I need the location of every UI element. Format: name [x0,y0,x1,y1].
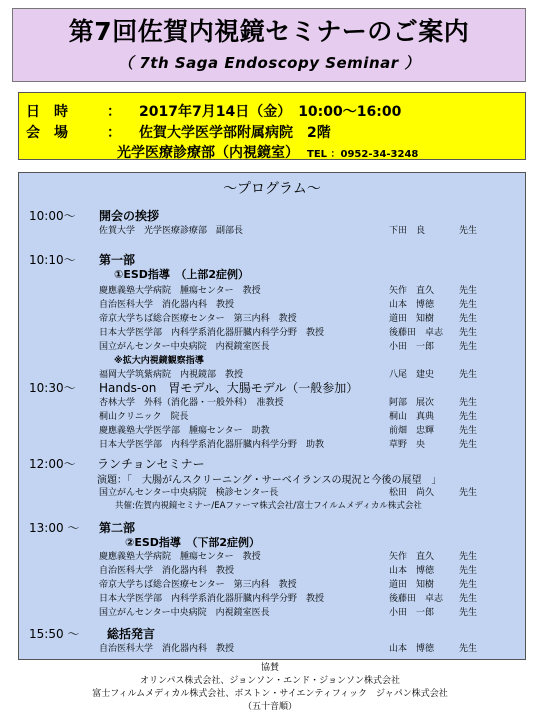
page-subtitle: （ 7th Saga Endoscopy Seminar ） [118,54,420,72]
speaker-row [19,311,525,325]
speaker-name: 前畑 忠輝 [389,426,435,436]
time-label: 10:00～ [29,209,76,223]
cohost-row [19,499,525,513]
honorific: 先生 [459,328,478,338]
honorific: 先生 [459,314,478,324]
affiliation: 慶應義塾大学病院 腫瘍センター 教授 [99,552,261,562]
section-title: 第一部 [99,253,136,267]
magnifying-note: ※拡大内視鏡観察指導 [114,356,204,366]
sponsor-heading: 協賛 [260,663,279,673]
honorific: 先生 [459,440,478,450]
honorific: 先生 [459,488,478,498]
speaker-name: 山本 博徳 [389,644,435,654]
honorific: 先生 [459,644,478,654]
cohost-text: 共催:佐賀内視鏡セミナー/EAファーマ株式会社/富士フイルムメディカル株式会社 [115,501,422,511]
speaker-row [19,549,525,563]
section-subtitle: ②ESD指導 （下部2症例） [125,536,261,549]
honorific: 先生 [459,580,478,590]
time-label: 15:50 ～ [29,627,80,641]
date-label: 日 時 [26,104,68,120]
speaker-row [19,339,525,353]
section-title: 第二部 [99,521,136,535]
speaker-name: 阿部 展次 [389,398,435,408]
date-colon: ： [107,104,121,120]
venue-value-2: 光学医療診療部（内視鏡室） [117,145,299,161]
sponsor-block [0,662,540,714]
speaker-row [19,283,525,297]
section-title: 開会の挨拶 [99,209,160,223]
venue-value-1: 佐賀大学医学部附属病院 2階 [139,125,331,141]
speaker-row [19,577,525,591]
honorific: 先生 [459,398,478,408]
speaker-row [19,641,525,655]
speaker-row [19,485,525,499]
date-value: 2017年7月14日（金） 10:00～16:00 [139,104,402,120]
honorific: 先生 [459,594,478,604]
affiliation: 自治医科大学 消化器内科 教授 [99,300,235,310]
honorific: 先生 [459,608,478,618]
speaker-row [19,591,525,605]
honorific: 先生 [459,566,478,576]
speaker-name: 松田 尚久 [389,488,435,498]
section-subtitle: ①ESD指導 （上部2症例） [114,268,250,281]
affiliation: 慶應義塾大学医学部 腫瘍センター 助教 [99,426,270,436]
affiliation: 自治医科大学 消化器内科 教授 [99,644,235,654]
honorific: 先生 [459,412,478,422]
venue-colon: ： [107,125,121,141]
sponsor-line-1: オリンパス株式会社、ジョンソン・エンド・ジョンソン株式会社 [139,676,400,686]
affiliation: 桐山クリニック 院長 [99,412,189,422]
speaker-row [19,395,525,409]
honorific: 先生 [459,300,478,310]
speaker-row [19,409,525,423]
speaker-name: 八尾 建史 [389,370,435,380]
program-heading: ～プログラム～ [223,181,321,197]
time-label: 13:00 ～ [29,521,80,535]
affiliation: 国立がんセンター中央病院 内視鏡室医長 [99,342,270,352]
event-info-box [18,92,526,160]
speaker-name: 小田 一郎 [389,608,435,618]
time-label: 12:00～ [29,457,76,471]
honorific: 先生 [459,286,478,296]
page-title: 第7回佐賀内視鏡セミナーのご案内 [68,17,470,46]
affiliation: 帝京大学ちば総合医療センター 第三内科 教授 [99,314,297,324]
speaker-name: 後藤田 卓志 [389,594,444,604]
affiliation: 福岡大学筑紫病院 内視鏡部 教授 [99,370,244,380]
affiliation: 日本大学医学部 内科学系消化器肝臓内科学分野 助教 [99,440,325,450]
speaker-name: 矢作 直久 [389,286,435,296]
speaker-row [19,423,525,437]
section-title: Hands-on 胃モデル、大腸モデル（一般参加） [99,381,359,395]
lecture-title: 演題：「 大腸がんスクリーニング・サーベイランスの現況と今後の展望 」 [97,475,442,486]
affiliation: 日本大学医学部 内科学系消化器肝臓内科学分野 教授 [99,594,325,604]
time-label: 10:30～ [29,381,76,395]
affiliation: 国立がんセンター中央病院 検診センター長 [99,488,279,498]
program-box [18,172,526,660]
sponsor-line-2: 富士フィルムメディカル株式会社、ボストン・サイエンティフィック ジャパン株式会社 [92,689,448,699]
honorific: 先生 [459,342,478,352]
affiliation: 慶應義塾大学病院 腫瘍センター 教授 [99,286,261,296]
section-title: 総括発言 [107,627,156,641]
speaker-row [19,437,525,451]
affiliation: 帝京大学ちば総合医療センター 第三内科 教授 [99,580,297,590]
speaker-name: 矢作 直久 [389,552,435,562]
venue-label: 会 場 [26,125,68,141]
affiliation: 国立がんセンター中央病院 内視鏡室医長 [99,608,270,618]
honorific: 先生 [459,226,478,236]
speaker-name: 道田 知樹 [389,314,435,324]
affiliation: 佐賀大学 光学医療診療部 副部長 [99,226,244,236]
speaker-name: 桐山 真典 [389,412,435,422]
speaker-row [19,325,525,339]
speaker-row [19,563,525,577]
speaker-row [19,605,525,619]
sponsor-order-note: （五十音順） [242,702,297,712]
speaker-row [19,223,525,237]
telephone: TEL ：0952-34-3248 [307,149,419,160]
time-label: 10:10～ [29,253,76,267]
speaker-name: 山本 博徳 [389,300,435,310]
speaker-name: 道田 知樹 [389,580,435,590]
speaker-name: 下田 良 [389,226,426,236]
honorific: 先生 [459,426,478,436]
honorific: 先生 [459,370,478,380]
affiliation: 杏林大学 外科（消化器・一般外科） 准教授 [99,398,284,408]
speaker-name: 山本 博徳 [389,566,435,576]
speaker-name: 草野 央 [389,440,426,450]
honorific: 先生 [459,552,478,562]
affiliation: 日本大学医学部 内科学系消化器肝臓内科学分野 教授 [99,328,325,338]
title-banner [12,8,526,82]
speaker-name: 後藤田 卓志 [389,328,444,338]
section-title: ランチョンセミナー [97,457,205,471]
speaker-name: 小田 一郎 [389,342,435,352]
affiliation: 自治医科大学 消化器内科 教授 [99,566,235,576]
speaker-row [19,297,525,311]
